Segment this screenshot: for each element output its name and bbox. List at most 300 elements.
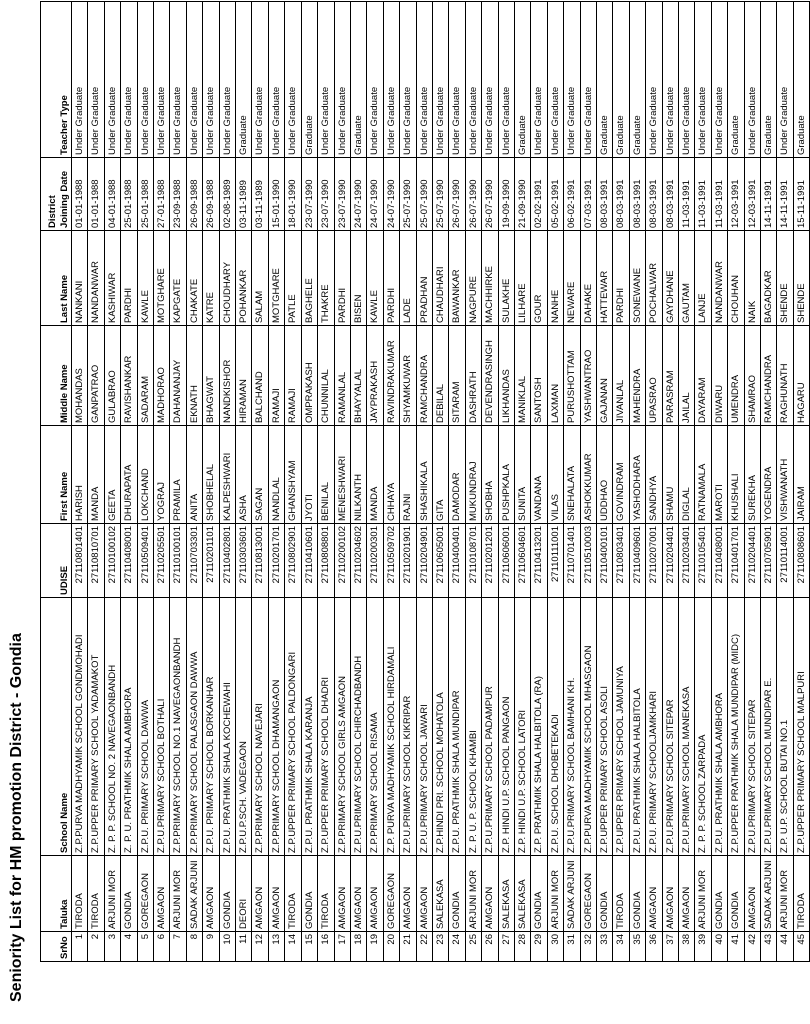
cell-middle-name: OMPRAKASH	[301, 326, 317, 426]
cell-last-name: NAGPURE	[465, 231, 481, 326]
cell-last-name: BAGHELE	[301, 231, 317, 326]
cell-joining-date: 26-07-1990	[465, 158, 481, 231]
cell-middle-name: JAILAL	[679, 326, 695, 426]
cell-first-name: JYOTI	[301, 426, 317, 524]
cell-teacher-type: Graduate	[728, 2, 744, 158]
cell-udise: 27110803401	[613, 524, 629, 598]
header-udise: UDISE	[41, 524, 72, 598]
cell-first-name: PRAMILA	[170, 426, 186, 524]
cell-school-name: Z.P.PRIMARY SCHOOL GIRLS AMGAON	[334, 598, 350, 856]
cell-middle-name: RAMAJI	[285, 326, 301, 426]
cell-srno: 25	[465, 932, 481, 962]
table-row	[662, 2, 678, 962]
cell-first-name: ASHA	[236, 426, 252, 524]
cell-joining-date: 01-01-1988	[72, 158, 88, 231]
cell-teacher-type: Graduate	[236, 2, 252, 158]
table-row	[449, 2, 465, 962]
cell-joining-date: 25-07-1990	[416, 158, 432, 231]
cell-last-name: NANDANWAR	[88, 231, 104, 326]
cell-last-name: THAKRE	[318, 231, 334, 326]
cell-last-name: SHENDE	[793, 231, 809, 326]
table-row	[531, 2, 547, 962]
cell-school-name: Z.P.U.PRIMARY SCHOOL BOTHALI	[154, 598, 170, 856]
cell-joining-date: 26-09-1988	[186, 158, 202, 231]
cell-joining-date: 08-03-1991	[662, 158, 678, 231]
cell-school-name: Z.P. HINDI U.P. SCHOOL PANGAON	[498, 598, 514, 856]
cell-srno: 24	[449, 932, 465, 962]
cell-taluka: AMGAON	[350, 856, 366, 932]
cell-srno: 43	[761, 932, 777, 962]
table-row	[334, 2, 350, 962]
cell-last-name: CHOUDHARY	[219, 231, 235, 326]
table-row	[416, 2, 432, 962]
cell-school-name: Z. P. U. P. SCHOOL KHAMBI	[465, 598, 481, 856]
cell-last-name: MOTGHARE	[268, 231, 284, 326]
cell-srno: 14	[285, 932, 301, 962]
cell-joining-date: 06-02-1991	[564, 158, 580, 231]
table-row	[482, 2, 498, 962]
cell-first-name: YOGRAJ	[154, 426, 170, 524]
table-row	[285, 2, 301, 962]
cell-joining-date: 24-07-1990	[350, 158, 366, 231]
cell-joining-date: 01-01-1988	[88, 158, 104, 231]
cell-middle-name: JAYPRAKASH	[367, 326, 383, 426]
cell-udise: 27110201901	[400, 524, 416, 598]
cell-first-name: LOKCHAND	[137, 426, 153, 524]
cell-taluka: TIRODA	[72, 856, 88, 932]
cell-school-name: Z.P.UPPER PRIMARY SCHOOL MALPURI	[793, 598, 809, 856]
cell-first-name: GITA	[432, 426, 448, 524]
cell-srno: 21	[400, 932, 416, 962]
cell-joining-date: 04-01-1988	[104, 158, 120, 231]
table-row	[498, 2, 514, 962]
cell-taluka: AMGAON	[679, 856, 695, 932]
cell-taluka: ARJUNI MOR	[104, 856, 120, 932]
table-row	[761, 2, 777, 962]
cell-srno: 13	[268, 932, 284, 962]
cell-udise: 27110204401	[662, 524, 678, 598]
table-row	[72, 2, 88, 962]
cell-middle-name: DIWARU	[711, 326, 727, 426]
cell-udise: 27110200102	[334, 524, 350, 598]
cell-srno: 37	[662, 932, 678, 962]
cell-last-name: SULAKHE	[498, 231, 514, 326]
cell-joining-date: 08-03-1991	[613, 158, 629, 231]
cell-srno: 3	[104, 932, 120, 962]
cell-udise: 27110408001	[711, 524, 727, 598]
cell-taluka: AMGAON	[154, 856, 170, 932]
cell-first-name: UDDHAO	[597, 426, 613, 524]
cell-teacher-type: Under Graduate	[744, 2, 760, 158]
cell-school-name: Z. P. P. SCHOOL ZARPADA	[695, 598, 711, 856]
table-row	[744, 2, 760, 962]
cell-middle-name: SHAMRAO	[744, 326, 760, 426]
cell-middle-name: SITARAM	[449, 326, 465, 426]
cell-middle-name: SHYAMKUWAR	[400, 326, 416, 426]
cell-teacher-type: Under Graduate	[465, 2, 481, 158]
cell-taluka: AMGAON	[252, 856, 268, 932]
cell-last-name: BAWANKAR	[449, 231, 465, 326]
table-row	[711, 2, 727, 962]
cell-first-name: SNEHALATA	[564, 426, 580, 524]
cell-taluka: ARJUNI MOR	[547, 856, 563, 932]
table-row	[318, 2, 334, 962]
cell-middle-name: MADHORAO	[154, 326, 170, 426]
cell-srno: 9	[203, 932, 219, 962]
cell-teacher-type: Under Graduate	[646, 2, 662, 158]
cell-middle-name: BHAGWAT	[203, 326, 219, 426]
cell-first-name: MAROTI	[711, 426, 727, 524]
cell-joining-date: 23-07-1990	[301, 158, 317, 231]
cell-school-name: Z.P.U. PRATHMIK SHALA AMBHORA	[711, 598, 727, 856]
cell-srno: 40	[711, 932, 727, 962]
cell-school-name: Z.P.U.PRIMARY SCHOOL JAWARI	[416, 598, 432, 856]
cell-teacher-type: Graduate	[301, 2, 317, 158]
cell-joining-date: 25-01-1988	[121, 158, 137, 231]
cell-school-name: Z.P.PRIMARY SCHOOL DHAMANGAON	[268, 598, 284, 856]
cell-taluka: ARJUNI MOR	[465, 856, 481, 932]
cell-first-name: MANDA	[88, 426, 104, 524]
table-row	[383, 2, 399, 962]
cell-first-name: VISHWANATH	[777, 426, 793, 524]
cell-joining-date: 25-01-1988	[137, 158, 153, 231]
cell-teacher-type: Under Graduate	[268, 2, 284, 158]
cell-taluka: AMGAON	[400, 856, 416, 932]
cell-last-name: KASHIWAR	[104, 231, 120, 326]
cell-joining-date: 14-11-1991	[761, 158, 777, 231]
cell-school-name: Z.P.U.PRIMARY SCHOOL SITEPAR	[744, 598, 760, 856]
cell-middle-name: DAYARAM	[695, 326, 711, 426]
cell-middle-name: RAMCHANDRA	[761, 326, 777, 426]
cell-udise: 27110808601	[793, 524, 809, 598]
cell-teacher-type: Under Graduate	[203, 2, 219, 158]
table-row	[203, 2, 219, 962]
cell-first-name: VILAS	[547, 426, 563, 524]
table-body	[72, 2, 810, 962]
cell-srno: 6	[154, 932, 170, 962]
table-row	[400, 2, 416, 962]
table-row	[137, 2, 153, 962]
cell-teacher-type: Under Graduate	[383, 2, 399, 158]
cell-school-name: Z.P.U.PRIMARY SCHOOL PADAMPUR	[482, 598, 498, 856]
table-row	[564, 2, 580, 962]
table-row	[88, 2, 104, 962]
table-row	[104, 2, 120, 962]
cell-joining-date: 15-11-1991	[793, 158, 809, 231]
table-row	[793, 2, 809, 962]
cell-first-name: GEETA	[104, 426, 120, 524]
cell-srno: 26	[482, 932, 498, 962]
cell-last-name: POCHALWAR	[646, 231, 662, 326]
cell-middle-name: NANDKISHOR	[219, 326, 235, 426]
cell-taluka: AMGAON	[646, 856, 662, 932]
cell-taluka: TIRODA	[318, 856, 334, 932]
cell-joining-date: 03-11-1989	[236, 158, 252, 231]
cell-last-name: NANDANWAR	[711, 231, 727, 326]
cell-taluka: AMGAON	[367, 856, 383, 932]
cell-udise: 27110201201	[482, 524, 498, 598]
cell-taluka: TIRODA	[793, 856, 809, 932]
cell-teacher-type: Under Graduate	[580, 2, 596, 158]
cell-taluka: AMGAON	[203, 856, 219, 932]
cell-taluka: AMGAON	[268, 856, 284, 932]
cell-teacher-type: Under Graduate	[72, 2, 88, 158]
cell-taluka: ARJUNI MOR	[170, 856, 186, 932]
cell-udise: 27110204602	[350, 524, 366, 598]
cell-last-name: SONEWANE	[629, 231, 645, 326]
cell-srno: 29	[531, 932, 547, 962]
cell-last-name: MOTGHARE	[154, 231, 170, 326]
cell-srno: 31	[564, 932, 580, 962]
cell-school-name: Z.P.UPPER PRATHMIK SHALA MUNDIPAR (MIDC)	[728, 598, 744, 856]
cell-first-name: VANDANA	[531, 426, 547, 524]
cell-joining-date: 14-11-1991	[777, 158, 793, 231]
cell-taluka: AMGAON	[334, 856, 350, 932]
cell-udise: 27110605001	[432, 524, 448, 598]
cell-udise: 27110413201	[531, 524, 547, 598]
cell-udise: 27110813001	[252, 524, 268, 598]
cell-taluka: ARJUNI MOR	[777, 856, 793, 932]
cell-joining-date: 08-03-1991	[597, 158, 613, 231]
table-row	[170, 2, 186, 962]
cell-udise: 27110509401	[137, 524, 153, 598]
cell-taluka: SADAK ARJUNI	[564, 856, 580, 932]
cell-teacher-type: Under Graduate	[104, 2, 120, 158]
cell-srno: 7	[170, 932, 186, 962]
cell-udise: 27110701401	[564, 524, 580, 598]
cell-school-name: Z.P.U.P.SCH. VADEGAON	[236, 598, 252, 856]
cell-taluka: AMGAON	[416, 856, 432, 932]
cell-middle-name: RAVINDRAKUMAR	[383, 326, 399, 426]
table-row	[695, 2, 711, 962]
cell-middle-name: CHUNNILAL	[318, 326, 334, 426]
cell-first-name: PUSHPKALA	[498, 426, 514, 524]
cell-srno: 15	[301, 932, 317, 962]
cell-school-name: Z.P.U.PRIMARY SCHOOL BAMHANI KH.	[564, 598, 580, 856]
cell-first-name: CHHAYA	[383, 426, 399, 524]
cell-udise: 27110200301	[367, 524, 383, 598]
cell-last-name: SHENDE	[777, 231, 793, 326]
cell-teacher-type: Under Graduate	[252, 2, 268, 158]
cell-joining-date: 21-09-1990	[514, 158, 530, 231]
cell-udise: 27110303601	[236, 524, 252, 598]
cell-taluka: GONDIA	[728, 856, 744, 932]
cell-school-name: Z.P.U. PRATHMIK SHALA KOCHEWAHI	[219, 598, 235, 856]
cell-srno: 1	[72, 932, 88, 962]
cell-middle-name: RAVISHANKAR	[121, 326, 137, 426]
table-row	[547, 2, 563, 962]
cell-last-name: PARDHI	[334, 231, 350, 326]
cell-taluka: AMGAON	[482, 856, 498, 932]
table-row	[514, 2, 530, 962]
cell-teacher-type: Under Graduate	[695, 2, 711, 158]
header-first-name: First Name	[41, 426, 72, 524]
cell-joining-date: 26-09-1988	[203, 158, 219, 231]
cell-teacher-type: Under Graduate	[416, 2, 432, 158]
cell-school-name: Z.P.UPPER PRIMARY SCHOOL PALDONGARI	[285, 598, 301, 856]
cell-last-name: KAPGATE	[170, 231, 186, 326]
cell-teacher-type: Graduate	[793, 2, 809, 158]
table-row	[597, 2, 613, 962]
cell-udise: 27110802901	[285, 524, 301, 598]
cell-udise: 27110604601	[514, 524, 530, 598]
table-row	[121, 2, 137, 962]
cell-first-name: SHOBHA	[482, 426, 498, 524]
table-row	[646, 2, 662, 962]
table-row	[613, 2, 629, 962]
cell-school-name: Z.P.U. PRIMARY SCHOOLJAMKHARI	[646, 598, 662, 856]
table-row	[432, 2, 448, 962]
cell-first-name: SHAMU	[662, 426, 678, 524]
cell-srno: 44	[777, 932, 793, 962]
cell-joining-date: 05-02-1991	[547, 158, 563, 231]
cell-joining-date: 02-02-1991	[531, 158, 547, 231]
table-row	[252, 2, 268, 962]
cell-last-name: MACHHIRKE	[482, 231, 498, 326]
cell-taluka: GONDIA	[449, 856, 465, 932]
table-row	[367, 2, 383, 962]
cell-last-name: CHOUHAN	[728, 231, 744, 326]
cell-joining-date: 12-03-1991	[744, 158, 760, 231]
cell-last-name: POHANKAR	[236, 231, 252, 326]
cell-teacher-type: Graduate	[350, 2, 366, 158]
cell-taluka: TIRODA	[285, 856, 301, 932]
cell-middle-name: PURUSHOTTAM	[564, 326, 580, 426]
cell-first-name: YASHODHARA	[629, 426, 645, 524]
cell-middle-name: YASHWANTRAO	[580, 326, 596, 426]
header-taluka: Taluka	[41, 856, 72, 932]
cell-joining-date: 08-03-1991	[646, 158, 662, 231]
cell-last-name: NAIK	[744, 231, 760, 326]
cell-first-name: RATNAMALA	[695, 426, 711, 524]
cell-srno: 28	[514, 932, 530, 962]
cell-srno: 39	[695, 932, 711, 962]
table-row	[465, 2, 481, 962]
cell-last-name: PATLE	[285, 231, 301, 326]
cell-teacher-type: Under Graduate	[400, 2, 416, 158]
table-row	[268, 2, 284, 962]
cell-taluka: AMGAON	[662, 856, 678, 932]
cell-middle-name: RAMAJI	[268, 326, 284, 426]
cell-middle-name: LIKHANDAS	[498, 326, 514, 426]
cell-udise: 27110408001	[121, 524, 137, 598]
cell-first-name: DHURAPATA	[121, 426, 137, 524]
header-school-name: School Name	[41, 598, 72, 856]
cell-middle-name: HIRAMAN	[236, 326, 252, 426]
cell-taluka: GONDIA	[629, 856, 645, 932]
cell-teacher-type: Under Graduate	[711, 2, 727, 158]
header-district-joining-date: District Joining Date	[41, 158, 72, 231]
cell-last-name: BISEN	[350, 231, 366, 326]
cell-school-name: Z.P.U. PRIMARY SCHOOL DAWWA	[137, 598, 153, 856]
cell-school-name: Z.P.U. SCHOOL DHOBETEKADI	[547, 598, 563, 856]
cell-school-name: Z.P.PRIMARY SCHOOL PALASGAON DAWWA	[186, 598, 202, 856]
cell-school-name: Z.P.U.PRIMARY SCHOOL MUNDIPAR E.	[761, 598, 777, 856]
table-row	[154, 2, 170, 962]
cell-joining-date: 03-11-1989	[252, 158, 268, 231]
cell-srno: 38	[679, 932, 695, 962]
cell-school-name: Z.P.U. PRATHMIK SHALA HALBITOLA	[629, 598, 645, 856]
cell-srno: 10	[219, 932, 235, 962]
cell-srno: 16	[318, 932, 334, 962]
cell-udise: 27110204901	[416, 524, 432, 598]
cell-first-name: YOGENDRA	[761, 426, 777, 524]
cell-srno: 17	[334, 932, 350, 962]
cell-middle-name: BALCHAND	[252, 326, 268, 426]
cell-joining-date: 25-07-1990	[400, 158, 416, 231]
cell-middle-name: EKNATH	[186, 326, 202, 426]
cell-first-name: KALPESHWARI	[219, 426, 235, 524]
cell-srno: 23	[432, 932, 448, 962]
cell-joining-date: 18-01-1990	[285, 158, 301, 231]
cell-teacher-type: Under Graduate	[219, 2, 235, 158]
cell-school-name: Z. P. U. PRATHMIK SHALA AMBHORA	[121, 598, 137, 856]
cell-first-name: DAMODAR	[449, 426, 465, 524]
cell-joining-date: 02-08-1989	[219, 158, 235, 231]
cell-joining-date: 11-03-1991	[695, 158, 711, 231]
cell-middle-name: GULABRAO	[104, 326, 120, 426]
table-row	[679, 2, 695, 962]
cell-school-name: Z.P.U. PRATHMIK SHALA MUNDIPAR	[449, 598, 465, 856]
cell-first-name: HARISH	[72, 426, 88, 524]
cell-first-name: NILKANTH	[350, 426, 366, 524]
cell-teacher-type: Under Graduate	[662, 2, 678, 158]
cell-first-name: MUKUNDRAJ	[465, 426, 481, 524]
cell-joining-date: 23-07-1990	[318, 158, 334, 231]
cell-middle-name: DEBILAL	[432, 326, 448, 426]
cell-joining-date: 07-03-1991	[580, 158, 596, 231]
table-row	[629, 2, 645, 962]
cell-teacher-type: Under Graduate	[318, 2, 334, 158]
cell-taluka: SADAK ARJUNI	[186, 856, 202, 932]
cell-first-name: RAJNI	[400, 426, 416, 524]
cell-srno: 45	[793, 932, 809, 962]
cell-school-name: Z.P. PURVA MADHYAMIK SCHOOL HIRDAMALI	[383, 598, 399, 856]
cell-joining-date: 08-03-1991	[629, 158, 645, 231]
table-header-row	[41, 2, 72, 962]
cell-joining-date: 11-03-1991	[679, 158, 695, 231]
cell-first-name: NANDLAL	[268, 426, 284, 524]
cell-taluka: GONDIA	[711, 856, 727, 932]
cell-first-name: KHUSHALI	[728, 426, 744, 524]
cell-middle-name: MOHANDAS	[72, 326, 88, 426]
cell-udise: 27110203401	[679, 524, 695, 598]
cell-last-name: PARDHI	[121, 231, 137, 326]
cell-last-name: KATRE	[203, 231, 219, 326]
cell-middle-name: RAGHUNATH	[777, 326, 793, 426]
cell-teacher-type: Under Graduate	[334, 2, 350, 158]
cell-school-name: Z.P.UPPER PRIMARY SCHOOL YADAMAKOT	[88, 598, 104, 856]
cell-school-name: Z.P.PRIMARY SCHOOL RISAMA	[367, 598, 383, 856]
seniority-table	[40, 1, 810, 962]
cell-last-name: KAWLE	[137, 231, 153, 326]
cell-udise: 27110105401	[695, 524, 711, 598]
cell-school-name: Z. P. P. SCHOOL NO. 2 NAVEGAONBANDH	[104, 598, 120, 856]
cell-last-name: BAGADKAR	[761, 231, 777, 326]
cell-taluka: GONDIA	[121, 856, 137, 932]
cell-srno: 22	[416, 932, 432, 962]
cell-taluka: SALEKASA	[514, 856, 530, 932]
cell-udise: 27110510003	[580, 524, 596, 598]
cell-middle-name: UPASRAO	[646, 326, 662, 426]
cell-last-name: NANHE	[547, 231, 563, 326]
cell-last-name: GAYDHANE	[662, 231, 678, 326]
cell-teacher-type: Under Graduate	[498, 2, 514, 158]
cell-teacher-type: Under Graduate	[449, 2, 465, 158]
cell-srno: 33	[597, 932, 613, 962]
cell-udise: 27110808801	[318, 524, 334, 598]
cell-udise: 27110401701	[728, 524, 744, 598]
